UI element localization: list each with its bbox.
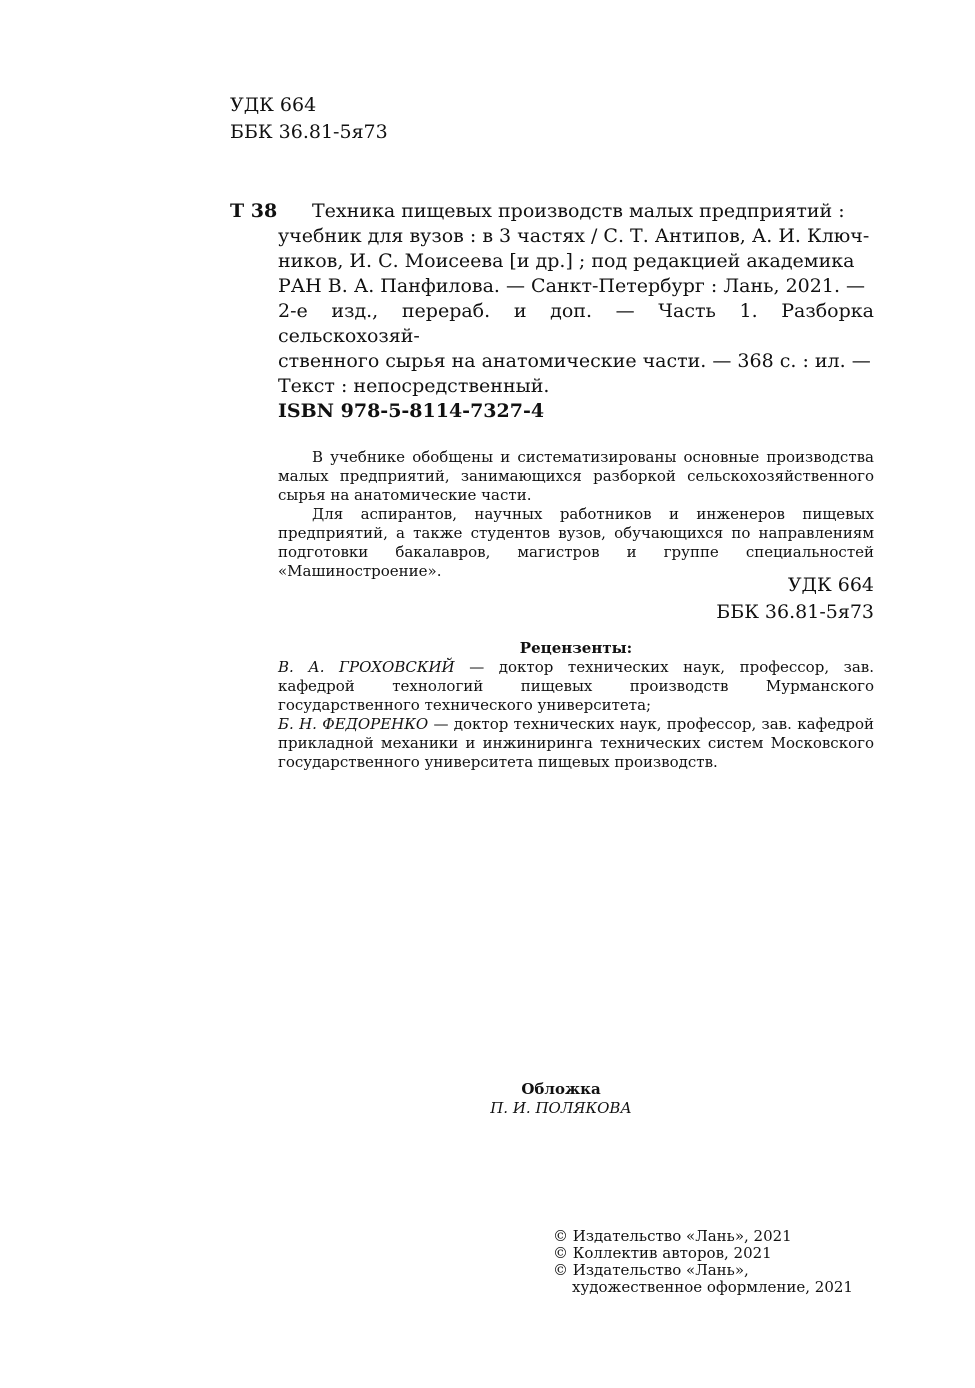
reviewer-description: — доктор технических наук, профессор, зав. кафедрой прикладной механики и инжиниринга технических систем Московского государственного университета пищевых производств. bbox=[278, 715, 874, 771]
bbk-code: ББК 36.81-5я73 bbox=[716, 601, 874, 623]
reviewer-entry bbox=[278, 658, 874, 715]
entry-line: РАН В. А. Панфилова. — Санкт-Петербург : Лань, 2021. — bbox=[278, 275, 866, 297]
udk-code: УДК 664 bbox=[230, 94, 317, 116]
udk-code: УДК 664 bbox=[787, 574, 874, 596]
entry-line: Техника пищевых производств малых предприятий : bbox=[312, 200, 845, 222]
annotation-paragraph: Для аспирантов, научных работников и инженеров пищевых предприятий, а также студентов вузов, обучающихся по направлениям подготовки бакалавров, магистров и группе специальностей «Машиностроение». bbox=[278, 505, 874, 580]
bbk-code: ББК 36.81-5я73 bbox=[230, 121, 388, 143]
copyright-line: © Издательство «Лань», 2021 bbox=[553, 1227, 792, 1245]
isbn: ISBN 978-5-8114-7327-4 bbox=[278, 400, 545, 422]
entry-line: ников, И. С. Моисеева [и др.] ; под редакцией академика bbox=[278, 250, 855, 272]
bibliographic-entry bbox=[278, 199, 874, 399]
copyright-line: © Коллектив авторов, 2021 bbox=[553, 1244, 772, 1262]
reviewers-section bbox=[278, 639, 874, 772]
top-classification-codes bbox=[230, 92, 388, 146]
cover-artist: П. И. ПОЛЯКОВА bbox=[490, 1099, 632, 1117]
entry-line: учебник для вузов : в 3 частях / С. Т. Антипов, А. И. Ключ- bbox=[278, 225, 870, 247]
reviewer-entry bbox=[278, 715, 874, 772]
entry-line: Текст : непосредственный. bbox=[278, 375, 550, 397]
entry-line: 2-е изд., перераб. и доп. — Часть 1. Разборка сельскохозяй- bbox=[278, 300, 874, 347]
cover-credit bbox=[278, 1080, 874, 1118]
reviewer-description: — доктор технических наук, профессор, зав. кафедрой технологий пищевых производств Мурманского государственного технического университета; bbox=[278, 658, 874, 714]
copyright-line: © Издательство «Лань», bbox=[553, 1261, 749, 1279]
reviewer-name: В. А. ГРОХОВСКИЙ bbox=[278, 658, 455, 676]
author-mark: Т 38 bbox=[230, 200, 278, 222]
reviewer-name: Б. Н. ФЕДОРЕНКО bbox=[278, 715, 429, 733]
reviewers-heading: Рецензенты: bbox=[519, 639, 633, 657]
copyright-block bbox=[553, 1228, 853, 1296]
annotation bbox=[278, 448, 874, 581]
copyright-line: художественное оформление, 2021 bbox=[572, 1278, 853, 1296]
entry-line: ственного сырья на анатомические части. — 368 с. : ил. — bbox=[278, 350, 871, 372]
annotation-paragraph: В учебнике обобщены и систематизированы основные производства малых предприятий, занимающихся разборкой сельскохозяйственного сырья на анатомические части. bbox=[278, 448, 874, 504]
cover-label: Обложка bbox=[521, 1080, 601, 1098]
bottom-classification-codes bbox=[716, 572, 874, 626]
